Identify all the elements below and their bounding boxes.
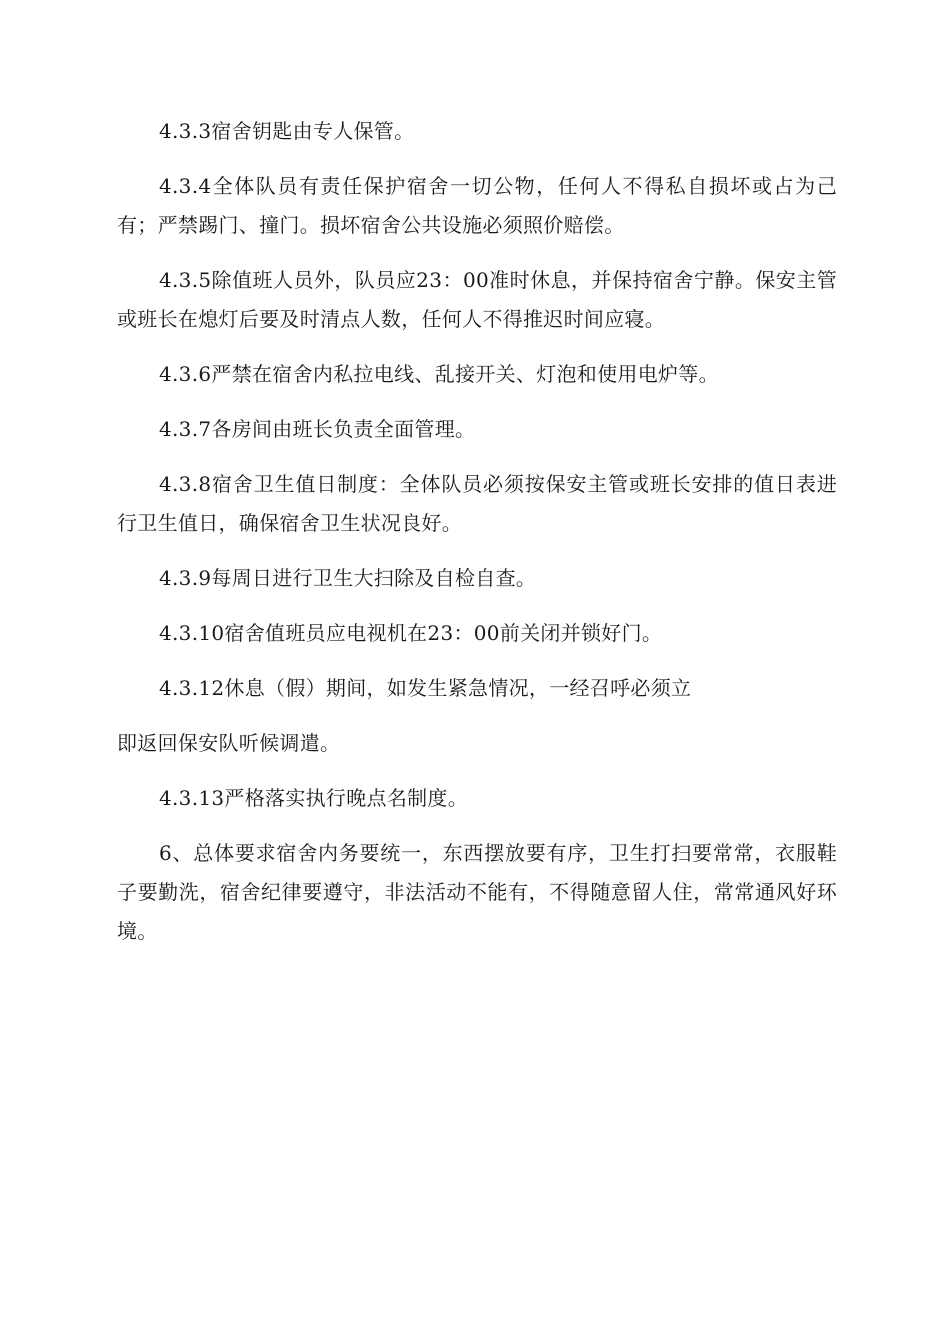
paragraph-4-3-5: 4.3.5除值班人员外，队员应23：00准时休息，并保持宿舍宁静。保安主管或班长在熄灯后要及时清点人数，任何人不得推迟时间应寝。 <box>117 268 837 331</box>
paragraph-4-3-8: 4.3.8宿舍卫生值日制度：全体队员必须按保安主管或班长安排的值日表进行卫生值日，确保宿舍卫生状况良好。 <box>117 472 837 535</box>
paragraph-4-3-7: 4.3.7各房间由班长负责全面管理。 <box>159 417 476 441</box>
paragraph-4-3-3: 4.3.3宿舍钥匙由专人保管。 <box>159 119 415 143</box>
paragraph-4-3-4: 4.3.4全体队员有责任保护宿舍一切公物，任何人不得私自损坏或占为己有；严禁踢门、撞门。损坏宿舍公共设施必须照价赔偿。 <box>117 174 837 237</box>
paragraph-4-3-12-continuation: 即返回保安队听候调遣。 <box>117 731 341 755</box>
paragraph-4-3-9: 4.3.9每周日进行卫生大扫除及自检自查。 <box>159 566 537 590</box>
document-body <box>117 112 837 951</box>
paragraph-4-3-6: 4.3.6严禁在宿舍内私拉电线、乱接开关、灯泡和使用电炉等。 <box>159 362 719 386</box>
paragraph-summary-6: 6、总体要求宿舍内务要统一，东西摆放要有序，卫生打扫要常常，衣服鞋子要勤洗，宿舍纪律要遵守，非法活动不能有，不得随意留人住，常常通风好环境。 <box>117 841 837 943</box>
paragraph-4-3-10: 4.3.10宿舍值班员应电视机在23：00前关闭并锁好门。 <box>159 621 663 645</box>
paragraph-4-3-13: 4.3.13严格落实执行晚点名制度。 <box>159 786 469 810</box>
paragraph-4-3-12: 4.3.12休息（假）期间，如发生紧急情况，一经召呼必须立 <box>159 676 692 700</box>
